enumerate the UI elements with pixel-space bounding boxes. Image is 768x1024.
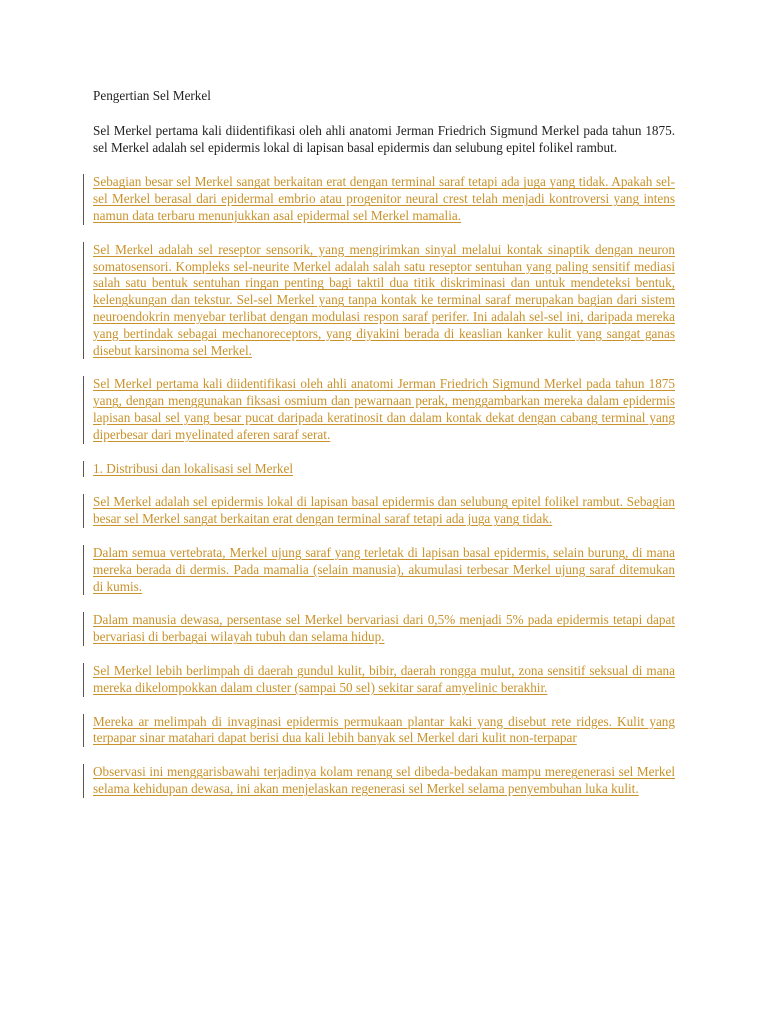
tracked-paragraph-2: [93, 242, 675, 360]
tracked-paragraph-text: Sebagian besar sel Merkel sangat berkaitan erat dengan terminal saraf tetapi ada juga yang tidak. Apakah sel-sel Merkel berasal dari epidermal embrio atau progenitor neural crest telah menjadi kontroversi yang intens namun data terbaru menunjukkan asal epidermal sel Merkel mamalia.: [93, 174, 675, 223]
change-bar: [83, 545, 84, 595]
tracked-paragraph-text: Dalam semua vertebrata, Merkel ujung saraf yang terletak di lapisan basal epidermis, selain burung, di mana mereka berada di dermis. Pada mamalia (selain manusia), akumulasi terbesar Merkel ujung saraf ditemukan di kumis.: [93, 544, 675, 594]
change-bar: [83, 764, 84, 798]
section-heading-distribution: [93, 461, 675, 478]
tracked-paragraph-text: Sel Merkel adalah sel reseptor sensorik, yang mengirimkan sinyal melalui kontak sinaptik dengan neuron somatosensori. Kompleks sel-neurite Merkel adalah salah satu reseptor sentuhan yang paling sensitif mediasi salah satu bentuk sentuhan ringan penting bagi taktil dua titik diskriminasi dan untuk mendeteksi bentuk, kelengkungan dan tekstur. Sel-sel Merkel yang tanpa kontak ke terminal saraf merupakan bagian dari sistem neuroendokrin menyebar terlibat dengan modulasi respon saraf perifer. Ini adalah sel-sel ini, daripada mereka yang bertindak sebagai mechanoreceptors, yang diyakini berada di keaslian kanker kulit yang sangat ganas disebut karsinoma sel Merkel.: [93, 241, 675, 358]
change-bar: [83, 174, 84, 224]
tracked-paragraph-9: [93, 714, 675, 748]
change-bar: [83, 461, 84, 478]
change-bar: [83, 663, 84, 697]
tracked-paragraph-6: [93, 545, 675, 595]
intro-paragraph: Sel Merkel pertama kali diidentifikasi oleh ahli anatomi Jerman Friedrich Sigmund Merkel pada tahun 1875. sel Merkel adalah sel epidermis lokal di lapisan basal epidermis dan selubung epitel folikel rambut.: [93, 122, 675, 155]
page-title: Pengertian Sel Merkel: [93, 88, 211, 103]
change-bar: [83, 714, 84, 748]
tracked-paragraph-8: [93, 663, 675, 697]
tracked-paragraph-text: Sel Merkel adalah sel epidermis lokal di lapisan basal epidermis dan selubung epitel folikel rambut. Sebagian besar sel Merkel sangat berkaitan erat dengan terminal saraf tetapi ada juga yang tidak.: [93, 494, 675, 527]
tracked-paragraph-7: [93, 612, 675, 646]
tracked-paragraph-text: Mereka ar melimpah di invaginasi epidermis permukaan plantar kaki yang disebut rete ridges. Kulit yang terpapar sinar matahari dapat berisi dua kali lebih banyak sel Merkel dari kulit non-terpapar: [93, 713, 675, 746]
document-body: [93, 88, 675, 815]
tracked-paragraph-10: [93, 764, 675, 798]
change-bar: [83, 494, 84, 528]
tracked-paragraph-text: Sel Merkel lebih berlimpah di daerah gundul kulit, bibir, daerah rongga mulut, zona sensitif seksual di mana mereka dikelompokkan dalam cluster (sampai 50 sel) sekitar saraf amyelinic berakhir.: [93, 662, 675, 695]
tracked-paragraph-1: [93, 174, 675, 224]
tracked-paragraph-5: [93, 494, 675, 528]
change-bar: [83, 242, 84, 360]
tracked-paragraph-text: Sel Merkel pertama kali diidentifikasi oleh ahli anatomi Jerman Friedrich Sigmund Merkel pada tahun 1875 yang, dengan menggunakan fiksasi osmium dan pewarnaan perak, menggambarkan mereka dalam epidermis lapisan basal sel yang besar pucat daripada keratinosit dan dalam kontak dekat dengan cabang terminal yang diperbesar dari myelinated aferen saraf serat.: [93, 376, 675, 442]
tracked-paragraph-text: Dalam manusia dewasa, persentase sel Merkel bervariasi dari 0,5% menjadi 5% pada epidermis tetapi dapat bervariasi di berbagai wilayah tubuh dan selama hidup.: [93, 612, 675, 645]
tracked-paragraph-text: Observasi ini menggarisbawahi terjadinya kolam renang sel dibeda-bedakan mampu meregenerasi sel Merkel selama kehidupan dewasa, ini akan menjelaskan regenerasi sel Merkel selama penyembuhan luka kulit.: [93, 764, 675, 796]
change-bar: [83, 376, 84, 443]
change-bar: [83, 612, 84, 646]
section-heading-text: 1. Distribusi dan lokalisasi sel Merkel: [93, 460, 293, 476]
tracked-paragraph-3: [93, 376, 675, 443]
